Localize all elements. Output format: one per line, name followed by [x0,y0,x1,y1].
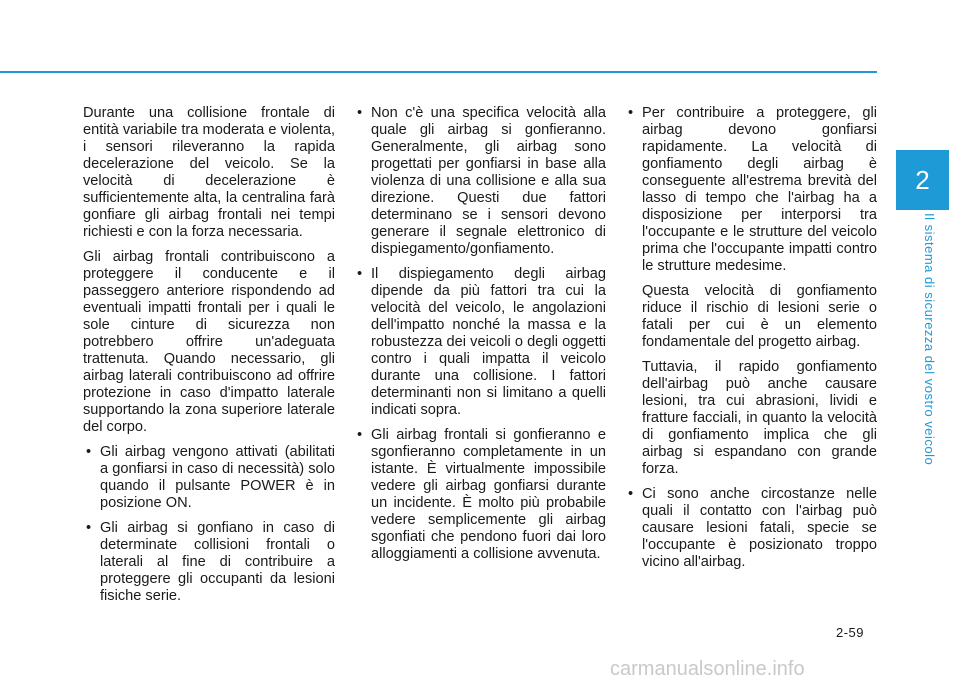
bullet-item: • Gli airbag vengono attivati (abilitati a gonfiarsi in caso di necessità) solo quando il pulsante POWER è in posizione ON. [83,444,335,512]
paragraph: Questa velocità di gonfiamento riduce il rischio di lesioni serie o fatali per cui è un elemento fondamentale del progetto airbag. [642,283,877,350]
bullet-item: • Per contribuire a proteggere, gli airbag devono gonfiarsi rapidamente. La velocità di gonfiamento degli airbag è conseguente all'estrema brevità del lasso di tempo che l'airbag ha a disposizione per interporsi tra l'occupante e le strutture del veicolo prima che l'occupante impatti contro le strutture medesime. [625,105,877,275]
chapter-number-tab: 2 [896,150,949,210]
text-column-2 [354,105,606,571]
chapter-title: Il sistema di sicurezza del vostro veicolo [922,213,937,466]
page-number: 2-59 [836,625,865,640]
paragraph: Gli airbag frontali contribuiscono a proteggere il conducente e il passeggero anteriore rispondendo ad eventuali impatti frontali per i quali le sole cinture di sicurezza non potrebbero offrire un'adeguata trattenuta. Quando necessario, gli airbag laterali contribuiscono ad offrire protezione in caso d'impatto laterale supportando la zona superiore laterale del corpo. [83,249,335,435]
text-column-3 [625,105,877,579]
paragraph: Tuttavia, il rapido gonfiamento dell'airbag può anche causare lesioni, tra cui abrasioni, lividi e fratture facciali, in quanto la velocità di gonfiamento implica che gli airbag si espandano con grande forza. [642,359,877,477]
bullet-item: • Il dispiegamento degli airbag dipende da più fattori tra cui la velocità del veicolo, le angolazioni dell'impatto nonché la massa e la robustezza dei veicoli o degli oggetti contro i quali impatta il veicolo durante una collisione. I fattori determinanti non si limitano a quelli indicati sopra. [354,266,606,419]
watermark: carmanualsonline.info [610,658,805,680]
header-rule [0,71,877,73]
bullet-item: • Gli airbag si gonfiano in caso di determinate collisioni frontali o laterali al fine di contribuire a proteggere gli occupanti da lesioni fisiche serie. [83,520,335,605]
bullet-item: • Non c'è una specifica velocità alla quale gli airbag si gonfieranno. Generalmente, gli airbag sono progettati per gonfiarsi in base alla violenza di una collisione e alla sua direzione. Questi due fattori determinano se i sensori devono generare il segnale elettronico di dispiegamento/gonfiamento. [354,105,606,258]
paragraph: Durante una collisione frontale di entità variabile tra moderata e violenta, i sensori rileveranno la rapida decelerazione del veicolo. Se la velocità di decelerazione è sufficientemente alta, la centralina farà gonfiare gli airbag frontali nei tempi richiesti e con la forza necessaria. [83,105,335,240]
bullet-item: • Gli airbag frontali si gonfieranno e sgonfieranno completamente in un istante. È virtualmente impossibile vedere gli airbag gonfiarsi durante un incidente. È molto più probabile vedere semplicemente gli airbag sgonfiati che pendono fuori dai loro alloggiamenti a collisione avvenuta. [354,427,606,563]
text-column-1 [83,105,335,613]
bullet-item: • Ci sono anche circostanze nelle quali il contatto con l'airbag può causare lesioni fatali, specie se l'occupante è posizionato troppo vicino all'airbag. [625,486,877,571]
